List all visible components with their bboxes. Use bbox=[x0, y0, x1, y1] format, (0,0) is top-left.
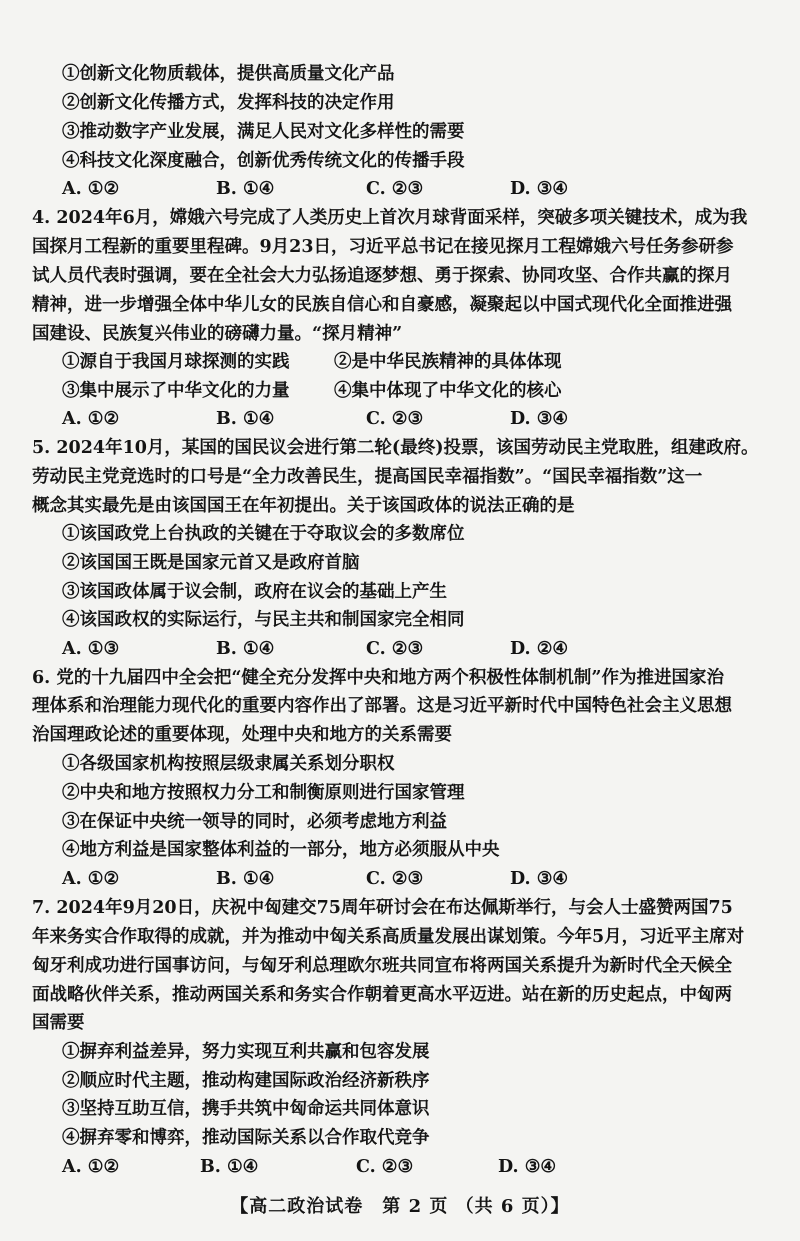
q3-item-4: ④科技文化深度融合，创新优秀传统文化的传播手段 bbox=[62, 151, 465, 171]
q7-option-d: D. ③④ bbox=[498, 1157, 557, 1177]
q4-option-c: C. ②③ bbox=[366, 409, 424, 429]
q4-stem-line-5: 国建设、民族复兴伟业的磅礴力量。“探月精神” bbox=[32, 324, 403, 344]
q5-option-c: C. ②③ bbox=[366, 639, 424, 659]
q6-item-2: ②中央和地方按照权力分工和制衡原则进行国家管理 bbox=[62, 783, 465, 803]
q4-stem-line-4: 精神，进一步增强全体中华儿女的民族自信心和自豪感，凝聚起以中国式现代化全面推进强 bbox=[32, 295, 732, 315]
q6-option-a: A. ①② bbox=[62, 869, 120, 889]
q4-item-3: ③集中展示了中华文化的力量 bbox=[62, 381, 290, 401]
q4-stem-line-2: 国探月工程新的重要里程碑。9月23日，习近平总书记在接见探月工程嫦娥六号任务参研参 bbox=[32, 237, 734, 257]
q7-item-4: ④摒弃零和博弈，推动国际关系以合作取代竞争 bbox=[62, 1128, 430, 1148]
q6-stem-line-2: 理体系和治理能力现代化的重要内容作出了部署。这是习近平新时代中国特色社会主义思想 bbox=[32, 696, 732, 716]
q4-option-d: D. ③④ bbox=[510, 409, 569, 429]
q7-stem-line-2: 年来务实合作取得的成就，并为推动中匈关系高质量发展出谋划策。今年5月，习近平主席对 bbox=[32, 927, 745, 947]
q3-item-2: ②创新文化传播方式，发挥科技的决定作用 bbox=[62, 93, 395, 113]
q6-option-d: D. ③④ bbox=[510, 869, 569, 889]
q3-item-3: ③推动数字产业发展，满足人民对文化多样性的需要 bbox=[62, 122, 465, 142]
q4-item-1: ①源自于我国月球探测的实践 bbox=[62, 352, 290, 372]
q3-option-d: D. ③④ bbox=[510, 179, 569, 199]
q3-option-a: A. ①② bbox=[62, 179, 120, 199]
q6-item-3: ③在保证中央统一领导的同时，必须考虑地方利益 bbox=[62, 812, 447, 832]
q7-stem-line-1: 7. 2024年9月20日，庆祝中匈建交75周年研讨会在布达佩斯举行，与会人士盛赞两国75 bbox=[32, 898, 733, 918]
q5-stem-line-3: 概念其实最先是由该国国王在年初提出。关于该国政体的说法正确的是 bbox=[32, 496, 575, 516]
q6-stem-line-3: 治国理政论述的重要体现，处理中央和地方的关系需要 bbox=[32, 725, 452, 745]
q4-stem-line-1: 4. 2024年6月，嫦娥六号完成了人类历史上首次月球背面采样，突破多项关键技术，成为我 bbox=[32, 208, 748, 228]
q3-option-c: C. ②③ bbox=[366, 179, 424, 199]
q5-item-2: ②该国国王既是国家元首又是政府首脑 bbox=[62, 553, 360, 573]
q5-item-4: ④该国政权的实际运行，与民主共和制国家完全相同 bbox=[62, 610, 465, 630]
q5-stem-line-2: 劳动民主党竞选时的口号是“全力改善民生，提高国民幸福指数”。“国民幸福指数”这一 bbox=[32, 467, 703, 487]
q7-option-a: A. ①② bbox=[62, 1157, 120, 1177]
page-footer: 【高二政治试卷 第 2 页 （共 6 页）】 bbox=[230, 1196, 570, 1217]
q5-item-3: ③该国政体属于议会制，政府在议会的基础上产生 bbox=[62, 582, 447, 602]
q4-item-2: ②是中华民族精神的具体体现 bbox=[334, 352, 562, 372]
q4-option-a: A. ①② bbox=[62, 409, 120, 429]
q6-item-4: ④地方利益是国家整体利益的一部分，地方必须服从中央 bbox=[62, 840, 500, 860]
q4-item-4: ④集中体现了中华文化的核心 bbox=[334, 381, 562, 401]
q7-item-2: ②顺应时代主题，推动构建国际政治经济新秩序 bbox=[62, 1071, 430, 1091]
q7-item-3: ③坚持互助互信，携手共筑中匈命运共同体意识 bbox=[62, 1099, 430, 1119]
q4-option-b: B. ①④ bbox=[216, 409, 275, 429]
q5-option-b: B. ①④ bbox=[216, 639, 275, 659]
q6-option-b: B. ①④ bbox=[216, 869, 275, 889]
q7-option-c: C. ②③ bbox=[356, 1157, 414, 1177]
q7-stem-line-3: 匈牙利成功进行国事访问，与匈牙利总理欧尔班共同宣布将两国关系提升为新时代全天候全 bbox=[32, 956, 732, 976]
q3-item-1: ①创新文化物质载体，提供高质量文化产品 bbox=[62, 64, 395, 84]
q3-option-b: B. ①④ bbox=[216, 179, 275, 199]
q7-stem-line-5: 国需要 bbox=[32, 1013, 85, 1033]
q7-option-b: B. ①④ bbox=[200, 1157, 259, 1177]
q5-option-a: A. ①③ bbox=[62, 639, 120, 659]
q5-option-d: D. ②④ bbox=[510, 639, 569, 659]
q6-option-c: C. ②③ bbox=[366, 869, 424, 889]
q7-item-1: ①摒弃利益差异，努力实现互利共赢和包容发展 bbox=[62, 1042, 430, 1062]
q4-stem-line-3: 试人员代表时强调，要在全社会大力弘扬追逐梦想、勇于探索、协同攻坚、合作共赢的探月 bbox=[32, 266, 732, 286]
q6-stem-line-1: 6. 党的十九届四中全会把“健全充分发挥中央和地方两个积极性体制机制”作为推进国家治 bbox=[32, 668, 724, 688]
q7-stem-line-4: 面战略伙伴关系，推动两国关系和务实合作朝着更高水平迈进。站在新的历史起点，中匈两 bbox=[32, 985, 732, 1005]
q5-stem-line-1: 5. 2024年10月，某国的国民议会进行第二轮(最终)投票，该国劳动民主党取胜，组建政府。 bbox=[32, 438, 759, 458]
q6-item-1: ①各级国家机构按照层级隶属关系划分职权 bbox=[62, 754, 395, 774]
q5-item-1: ①该国政党上台执政的关键在于夺取议会的多数席位 bbox=[62, 524, 465, 544]
